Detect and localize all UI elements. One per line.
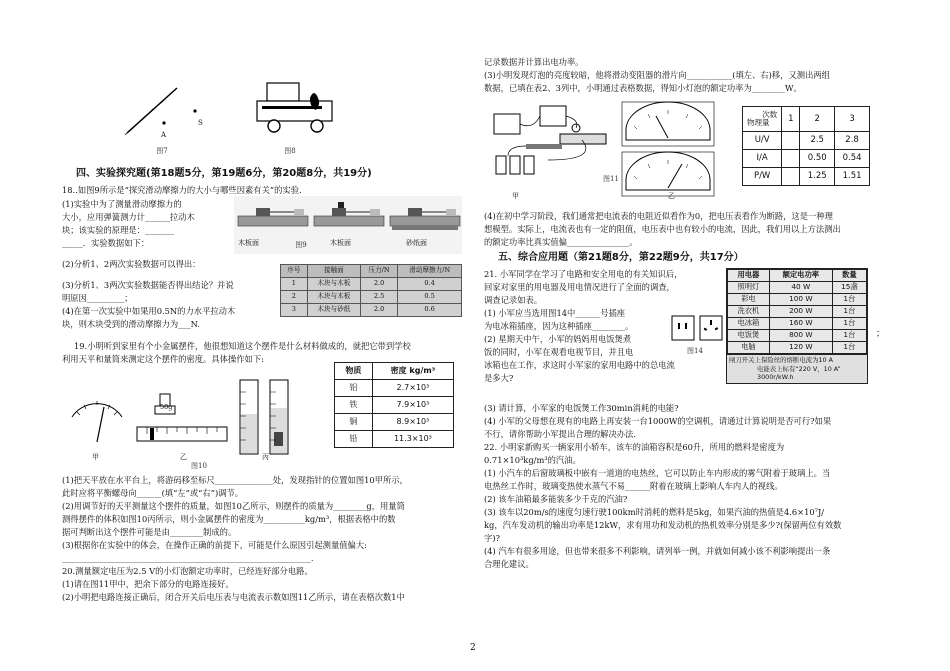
th-corner xyxy=(743,107,782,132)
q18-p1c: 块；该实验的原理是：_______ xyxy=(62,225,175,236)
cell: 2.5 xyxy=(800,132,835,150)
q19-p2c: 据可判断出这个摆件可能是由________制成的。 xyxy=(62,527,237,538)
th-friction: 滑动摩擦力/N xyxy=(398,265,462,278)
cell xyxy=(782,150,800,168)
fig9-label-1: 木板面 xyxy=(238,239,259,247)
q21-l5: 为电冰箱插座，因为这种插座________。 xyxy=(484,321,634,332)
q18-p1a: (1)实验中为了测量滑动摩擦力的 xyxy=(62,199,182,209)
cell: 0.5 xyxy=(398,291,462,304)
cell xyxy=(782,132,800,150)
cell: 电冰箱 xyxy=(728,318,770,330)
q20-p4c: 的额定功率比真实值偏_______________。 xyxy=(484,237,638,248)
cell: 2.8 xyxy=(835,132,870,150)
q22-l7: kg，汽车发动机的输出功率是12kW，求有用功和发动机的热机效率分别是多少?(保留两位有效数 xyxy=(484,520,842,531)
th-substance: 物质 xyxy=(335,363,373,380)
cell: 木块与木板 xyxy=(307,291,360,304)
q20-p4b: 想模型。实际上，电流表也有一定的阻值，电压表中也有较小的电流，因此，我们用以上方法测出 xyxy=(484,224,841,235)
cell: 2.5 xyxy=(360,291,397,304)
cell: 1台 xyxy=(832,330,866,342)
fig9-caption: 图9 xyxy=(295,241,307,249)
cell: 2.7×10³ xyxy=(372,380,453,397)
q19-p1b: 此时应将平衡螺母向______(填“左”或“右”)调节。 xyxy=(62,488,244,499)
q21-l11: (4) 小军的父母想在现有的电路上再安装一台1000W的空调机，请通过计算说明是否可行?如果 xyxy=(484,416,832,427)
cell: 3 xyxy=(281,304,308,317)
th-surface: 接触面 xyxy=(307,265,360,278)
q22-l9: (4) 汽车有很多用途，但也带来很多不利影响，请列举一例，并就如何减小该不利影响提出一条 xyxy=(484,546,831,557)
th-col-2: 2 xyxy=(800,107,835,132)
cell: 照明灯 xyxy=(728,282,770,294)
cell: 0.50 xyxy=(800,150,835,168)
table-header-row xyxy=(281,265,462,278)
cell: 800 W xyxy=(769,330,832,342)
cell: 40 W xyxy=(769,282,832,294)
table-row xyxy=(728,318,867,330)
th-col-3: 3 xyxy=(835,107,870,132)
table-header-row xyxy=(728,270,867,282)
q20-p3b: 数据，已填在表2、3列中，小明通过表格数据，得知小灯泡的额定功率为________W。 xyxy=(484,83,802,94)
q18-p2a: (2)分析1、2两次实验数据可以得出： xyxy=(62,259,201,270)
figure-14-sockets xyxy=(670,314,726,344)
table-row xyxy=(728,342,867,354)
table-row xyxy=(743,150,870,168)
cell: 100 W xyxy=(769,294,832,306)
fig9-label-3: 砂纸面 xyxy=(406,239,427,247)
q21-l2: 回家对家里的用电器及用电情况进行了全面的调查， xyxy=(484,282,675,293)
fig11-label-yi: 乙 xyxy=(668,192,675,200)
fig10-caption: 图10 xyxy=(191,462,207,470)
cell: 15盏 xyxy=(832,282,866,294)
q20-p2: (2)小明把电路连接正确后，闭合开关后电压表与电流表示数如图11乙所示，请在表格次数1中 xyxy=(62,592,405,603)
q21-l3: 调查记录如表。 xyxy=(484,295,543,306)
q18-intro: 18..如图9所示是“探究滑动摩擦力的大小与哪些因素有关”的实验. xyxy=(62,184,302,195)
fig8-caption: 图8 xyxy=(284,147,296,155)
q19-p1a: (1)把天平放在水平台上，将游码移至标尺______________处，发现指针的位置如图10甲所示， xyxy=(62,475,408,485)
q19-intro-2: 利用天平和量筒来测定这个摆件的密度。具体操作如下: xyxy=(62,354,264,365)
q19-intro-1: 19.小明听到家里有个小金属摆件，他很想知道这个摆件是什么材料做成的，就把它带到学校 xyxy=(74,341,411,351)
q19-p2b: 测得摆件的体积如图10丙所示，则小金属摆件的密度为__________kg/m³，根据表格中的数 xyxy=(62,514,396,525)
q22-l6: (3) 该车以20m/s的速度匀速行驶100km时消耗的燃料是5kg，如果汽油的热值是4.6×10⁷J/ xyxy=(484,507,825,518)
q19-p2a: (2)用调节好的天平测量这个摆件的质量，如图10乙所示，则摆件的质量为________g，用量筒 xyxy=(62,501,405,512)
cell: 木块与砂纸 xyxy=(307,304,360,317)
q18-p1d: _____．实验数据如下： xyxy=(62,238,150,249)
q21-l12: 不行，请你帮助小军提出合理的解决办法. xyxy=(484,429,636,440)
q22-l5: (2) 该车油箱最多能装多少千克的汽油? xyxy=(484,494,628,505)
q22-l8: 字)? xyxy=(484,533,500,544)
fig9-label-2: 木板面 xyxy=(330,239,351,247)
figure-10-balance-cylinders xyxy=(62,372,342,462)
cell: 7.9×10³ xyxy=(372,397,453,414)
q21-appliance-table xyxy=(726,268,868,384)
fig10-weight-label: 50g xyxy=(160,403,173,411)
th-appliance: 用电器 xyxy=(728,270,770,282)
section-5-title: 五、综合应用题（第21题8分，第22题9分，共17分） xyxy=(498,252,744,264)
fuse-note: 闸刀开关上保险丝的熔断电流为10 A xyxy=(727,354,867,366)
figure-11-circuit-meters xyxy=(488,100,724,200)
th-pressure: 压力/N xyxy=(360,265,397,278)
q22-l3: (1) 小汽车的后窗玻璃板中嵌有一道道的电热丝，它可以防止车内形成的雾气附着于玻璃上。当 xyxy=(484,468,831,479)
cell: 120 W xyxy=(769,342,832,354)
cell: 200 W xyxy=(769,306,832,318)
q21-l4: (1) 小军应当选用图14中______号插座 xyxy=(484,308,626,319)
cell: 1台 xyxy=(832,318,866,330)
q20-intro: 20.测量额定电压为2.5 V的小灯泡额定功率时，已经连好部分电路。 xyxy=(62,566,313,577)
page-number: 2 xyxy=(470,643,476,653)
cell: 1台 xyxy=(832,294,866,306)
table-row xyxy=(728,306,867,318)
table-row xyxy=(335,380,454,397)
cell: 11.3×10³ xyxy=(372,431,453,448)
table-header-row xyxy=(335,363,454,380)
cell: 2.0 xyxy=(360,278,397,291)
meter-note: 电能表上标有“220 V，10 A” xyxy=(757,365,841,374)
q18-p3a: (3)分析1、3两次实验数据能否得出结论？并说 xyxy=(62,280,234,291)
fig7-label-s: S xyxy=(198,119,203,127)
q21-l6: (2) 星期天中午，小军的妈妈用电饭煲煮 xyxy=(484,334,632,345)
cell: 0.6 xyxy=(398,304,462,317)
q20-data-table xyxy=(742,106,870,186)
q21-l7: 饭的同时，小军在观看电视节目，并且电 xyxy=(484,347,634,358)
q21-l9: 是多大? xyxy=(484,373,514,384)
cell: 铜 xyxy=(335,414,373,431)
appliance-list xyxy=(727,269,867,354)
th-quantity: 数量 xyxy=(832,270,866,282)
q19-density-table xyxy=(334,362,454,448)
q22-l1: 22. 小明家新购买一辆家用小轿车，该车的油箱容积是60升，所用的燃料是密度为 xyxy=(484,442,785,453)
section-4-title: 四、实验探究题(第18题5分，第19题6分，第20题8分，共19分) xyxy=(76,168,372,179)
fig11-caption: 图11 xyxy=(603,175,619,183)
q21-l10: (3) 请计算，小军家的电饭煲工作30min消耗的电能? xyxy=(484,403,679,413)
q22-l10: 合理化建议。 xyxy=(484,559,534,570)
table-row xyxy=(335,414,454,431)
cell: U/V xyxy=(743,132,782,150)
table-row xyxy=(728,294,867,306)
cell: P/W xyxy=(743,168,782,186)
table-row xyxy=(281,291,462,304)
th-col-1: 1 xyxy=(782,107,800,132)
q20-p4a: (4)在初中学习阶段，我们通常把电流表的电阻近似看作为0，把电压表看作为断路，这是一种理 xyxy=(484,211,833,221)
cell: 2 xyxy=(281,291,308,304)
cell: 8.9×10³ xyxy=(372,414,453,431)
fig11-label-jia: 甲 xyxy=(512,192,519,200)
q22-l2: 0.71×10³kg/m³的汽油。 xyxy=(484,455,581,466)
cell: 洗衣机 xyxy=(728,306,770,318)
q21-l1: 21. 小军同学在学习了电路和安全用电的有关知识后， xyxy=(484,269,683,279)
table-row xyxy=(281,278,462,291)
figure-8-cart xyxy=(252,78,342,143)
table-row xyxy=(743,132,870,150)
q21-l8: 冰箱也在工作，求这时小军家的家用电路中的总电流 xyxy=(484,360,675,371)
side-mark: ； xyxy=(876,329,886,339)
cell: 1 xyxy=(281,278,308,291)
table-header-row xyxy=(743,107,870,132)
q19-p3b: ____________________________________________________________. xyxy=(62,553,314,564)
fig7-label-a: A xyxy=(161,131,167,139)
fig7-caption: 图7 xyxy=(156,147,168,155)
cell: 铝 xyxy=(335,380,373,397)
cell: 1.51 xyxy=(835,168,870,186)
cell: 1.25 xyxy=(800,168,835,186)
th-index: 序号 xyxy=(281,265,308,278)
cell: 木块与木板 xyxy=(307,278,360,291)
q22-l4: 电热丝工作时，玻璃变热使水蒸气不易______附着在玻璃上影响人车内人的视线。 xyxy=(484,481,783,492)
q20-p3a: (3)小明发现灯泡的亮度较暗，他将滑动变阻器的滑片向___________(填左、右)移，又测出两组 xyxy=(484,70,830,81)
q20-cont1: 记录数据并计算出电功率。 xyxy=(484,57,584,67)
table-row xyxy=(281,304,462,317)
th-quantity-label: 物理量 xyxy=(747,118,770,127)
fig14-caption: 图14 xyxy=(687,347,703,355)
q18-data-table xyxy=(280,264,462,317)
q18-p3b: 明原因_________； xyxy=(62,293,133,304)
meter-rate-note: 3000r/kW.h xyxy=(757,372,794,381)
th-density: 密度 kg/m³ xyxy=(372,363,453,380)
th-rated-power: 额定电功率 xyxy=(769,270,832,282)
table-row xyxy=(728,330,867,342)
q18-p4a: (4)在第一次实验中如果用0.5N的力水平拉动木 xyxy=(62,306,236,317)
cell: 1台 xyxy=(832,342,866,354)
fig10-label-yi: 乙 xyxy=(180,453,187,461)
th-count-label: 次数 xyxy=(762,109,778,119)
q20-p1: (1)请在图11甲中，把余下部分的电路连接好。 xyxy=(62,579,234,590)
q19-p3a: (3)根据你在实验中的体会，在操作正确的前提下，可能是什么原因引起测量值偏大: xyxy=(62,540,367,551)
cell: 2.0 xyxy=(360,304,397,317)
fig10-label-jia: 甲 xyxy=(92,453,99,461)
cell: 铁 xyxy=(335,397,373,414)
cell: 0.54 xyxy=(835,150,870,168)
cell: 铅 xyxy=(335,431,373,448)
fig10-label-bing: 丙 xyxy=(262,453,269,461)
table-row xyxy=(335,431,454,448)
table-row xyxy=(728,282,867,294)
q18-p1b: 大小，应用弹簧测力计______拉动木 xyxy=(62,212,195,223)
table-row xyxy=(335,397,454,414)
cell: 电脑 xyxy=(728,342,770,354)
cell: I/A xyxy=(743,150,782,168)
cell: 0.4 xyxy=(398,278,462,291)
cell: 1台 xyxy=(832,306,866,318)
cell: 彩电 xyxy=(728,294,770,306)
cell: 电饭煲 xyxy=(728,330,770,342)
table-row xyxy=(743,168,870,186)
figure-7-mirror xyxy=(117,78,227,153)
q18-p4b: 块，则木块受到的滑动摩擦力为___N. xyxy=(62,319,200,330)
cell xyxy=(782,168,800,186)
cell: 160 W xyxy=(769,318,832,330)
